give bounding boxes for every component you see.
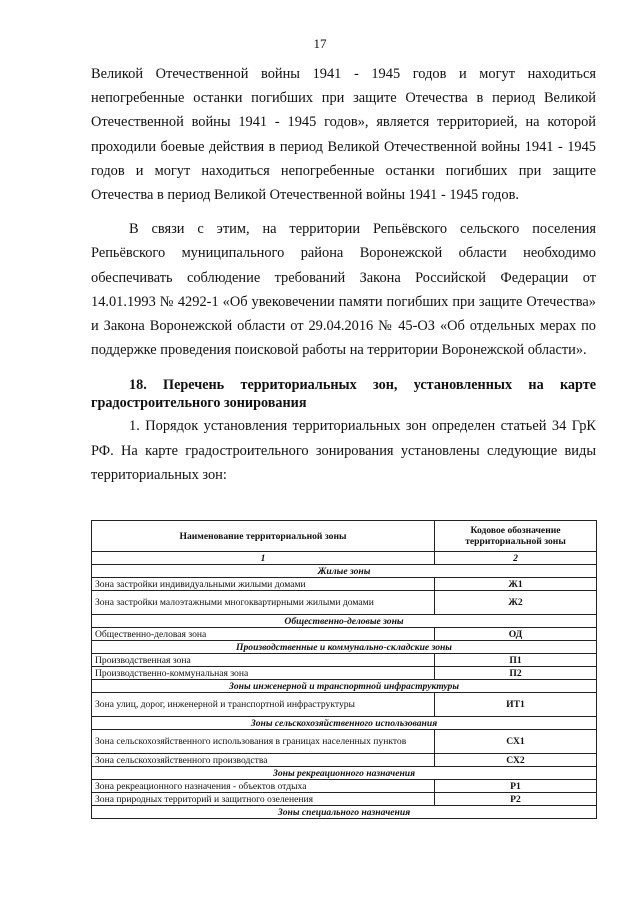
- table-row: [92, 667, 597, 680]
- zone-name: Зона улиц, дорог, инженерной и транспортной инфраструктуры: [92, 693, 435, 717]
- zone-name: Зона сельскохозяйственного производства: [92, 754, 435, 767]
- table-header-code: Кодовое обозначение территориальной зоны: [435, 521, 597, 552]
- table-body: [92, 565, 597, 819]
- zone-code: Р2: [435, 793, 597, 806]
- table-header-row: [92, 521, 597, 552]
- zone-name: Зона рекреационного назначения - объектов отдыха: [92, 780, 435, 793]
- zone-group-title: Зоны инженерной и транспортной инфраструктуры: [92, 680, 597, 693]
- table-row: [92, 793, 597, 806]
- column-number-2: 2: [435, 552, 597, 565]
- table-header-name: Наименование территориальной зоны: [92, 521, 435, 552]
- table-row: [92, 754, 597, 767]
- table-group-row: [92, 806, 597, 819]
- zone-code: ИТ1: [435, 693, 597, 717]
- zone-group-title: Зоны специального назначения: [92, 806, 597, 819]
- table-row: [92, 654, 597, 667]
- zone-name: Производственно-коммунальная зона: [92, 667, 435, 680]
- table-group-row: [92, 767, 597, 780]
- table-row: [92, 780, 597, 793]
- paragraph-continuation: Великой Отечественной войны 1941 - 1945 годов и могут находиться непогребенные останки погибших при защите Отечества в период Великой Отечественной войны 1941 - 1945 годов», является территорией, на которой проходили боевые действия в период Великой Отечественной войны 1941 - 1945 годов и могут находиться непогребенные останки погибших при защите Отечества в период Великой Отечественной войны 1941 - 1945 годов.: [91, 66, 596, 204]
- zone-group-title: Производственные и коммунально-складские зоны: [92, 641, 597, 654]
- zone-name: Зона застройки малоэтажными многоквартирными жилыми домами: [92, 591, 435, 615]
- table-row: [92, 693, 597, 717]
- table-group-row: [92, 565, 597, 578]
- zone-name: Зона сельскохозяйственного использования в границах населенных пунктов: [92, 730, 435, 754]
- zone-name: Зона природных территорий и защитного озеленения: [92, 793, 435, 806]
- zone-code: Ж1: [435, 578, 597, 591]
- zone-name: Зона застройки индивидуальными жилыми домами: [92, 578, 435, 591]
- zone-name: Производственная зона: [92, 654, 435, 667]
- zone-group-title: Жилые зоны: [92, 565, 597, 578]
- paragraph-legal-requirements: В связи с этим, на территории Репьёвского сельского поселения Репьёвского муниципального района Воронежской области необходимо обеспечивать соблюдение требований Закона Российской Федерации от 14.01.1993 № 4292-1 «Об увековечении памяти погибших при защите Отечества» и Закона Воронежской области от 29.04.2016 № 45-ОЗ «Об отдельных мерах по поддержке проведения поисковой работы на территории Воронежской области».: [91, 221, 596, 359]
- zone-code: ОД: [435, 628, 597, 641]
- table-number-row: [92, 552, 597, 565]
- zone-code: Р1: [435, 780, 597, 793]
- zone-code: Ж2: [435, 591, 597, 615]
- zones-table: [91, 520, 597, 819]
- zone-group-title: Общественно-деловые зоны: [92, 615, 597, 628]
- body-text: [91, 62, 596, 487]
- zone-code: СХ2: [435, 754, 597, 767]
- column-number-1: 1: [92, 552, 435, 565]
- table-group-row: [92, 717, 597, 730]
- table-group-row: [92, 680, 597, 693]
- table-row: [92, 730, 597, 754]
- table-row: [92, 578, 597, 591]
- page-number: 17: [313, 36, 327, 51]
- zone-group-title: Зоны рекреационного назначения: [92, 767, 597, 780]
- zone-code: СХ1: [435, 730, 597, 754]
- table-group-row: [92, 615, 597, 628]
- paragraph-intro: 1. Порядок установления территориальных зон определен статьей 34 ГрК РФ. На карте градостроительного зонирования установлены следующие виды территориальных зон:: [91, 418, 596, 483]
- zone-code: П1: [435, 654, 597, 667]
- zone-group-title: Зоны сельскохозяйственного использования: [92, 717, 597, 730]
- section-heading: 18. Перечень территориальных зон, установленных на карте градостроительного зонирования: [91, 377, 596, 412]
- table-row: [92, 591, 597, 615]
- zone-name: Общественно-деловая зона: [92, 628, 435, 641]
- table-row: [92, 628, 597, 641]
- zone-code: П2: [435, 667, 597, 680]
- table-group-row: [92, 641, 597, 654]
